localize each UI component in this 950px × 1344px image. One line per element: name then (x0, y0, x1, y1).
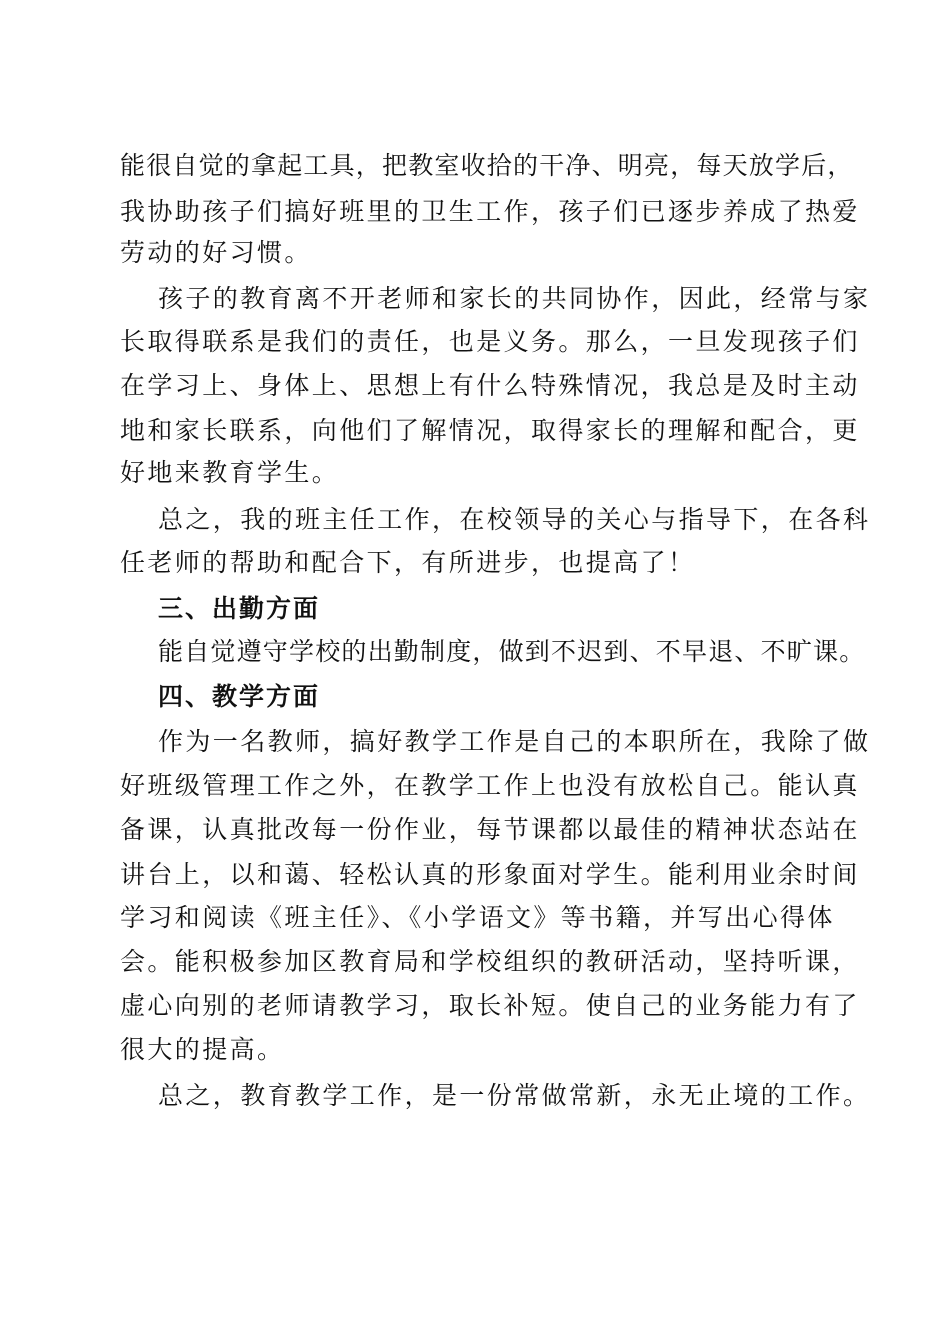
paragraph-line: 能很自觉的拿起工具，把教室收拾的干净、明亮，每天放学后， (120, 151, 854, 180)
paragraph-line: 任老师的帮助和配合下，有所进步，也提高了！ (120, 548, 696, 577)
paragraph-line: 会。能积极参加区教育局和学校组织的教研活动，坚持听课， (120, 947, 860, 976)
paragraph-line: 虚心向别的老师请教学习，取长补短。使自己的业务能力有了 (120, 991, 860, 1020)
section-heading: 三、出勤方面 (158, 594, 321, 623)
paragraph-line: 地和家长联系，向他们了解情况，取得家长的理解和配合，更 (120, 416, 860, 445)
paragraph-line: 孩子的教育离不开老师和家长的共同协作，因此，经常与家 (158, 284, 871, 313)
paragraph-line: 能自觉遵守学校的出勤制度，做到不迟到、不早退、不旷课。 (158, 637, 866, 666)
paragraph-line: 很大的提高。 (120, 1035, 285, 1064)
paragraph-line: 讲台上，以和蔼、轻松认真的形象面对学生。能利用业余时间 (120, 860, 860, 889)
paragraph-line: 备课，认真批改每一份作业，每节课都以最佳的精神状态站在 (120, 815, 860, 844)
section-heading: 四、教学方面 (158, 682, 321, 711)
paragraph-line: 好地来教育学生。 (120, 458, 340, 487)
paragraph-line: 在学习上、身体上、思想上有什么特殊情况，我总是及时主动 (120, 371, 860, 400)
paragraph-line: 总之，教育教学工作，是一份常做常新，永无止境的工作。 (158, 1081, 871, 1110)
paragraph-line: 劳动的好习惯。 (120, 238, 312, 267)
paragraph-line: 总之，我的班主任工作，在校领导的关心与指导下，在各科 (158, 505, 871, 534)
paragraph-line: 我协助孩子们搞好班里的卫生工作，孩子们已逐步养成了热爱 (120, 197, 860, 226)
paragraph-line: 作为一名教师，搞好教学工作是自己的本职所在，我除了做 (158, 727, 871, 756)
paragraph-line: 学习和阅读《班主任》、《小学语文》等书籍，并写出心得体 (120, 903, 835, 932)
paragraph-line: 长取得联系是我们的责任，也是义务。那么，一旦发现孩子们 (120, 327, 860, 356)
paragraph-line: 好班级管理工作之外，在教学工作上也没有放松自己。能认真 (120, 771, 860, 800)
